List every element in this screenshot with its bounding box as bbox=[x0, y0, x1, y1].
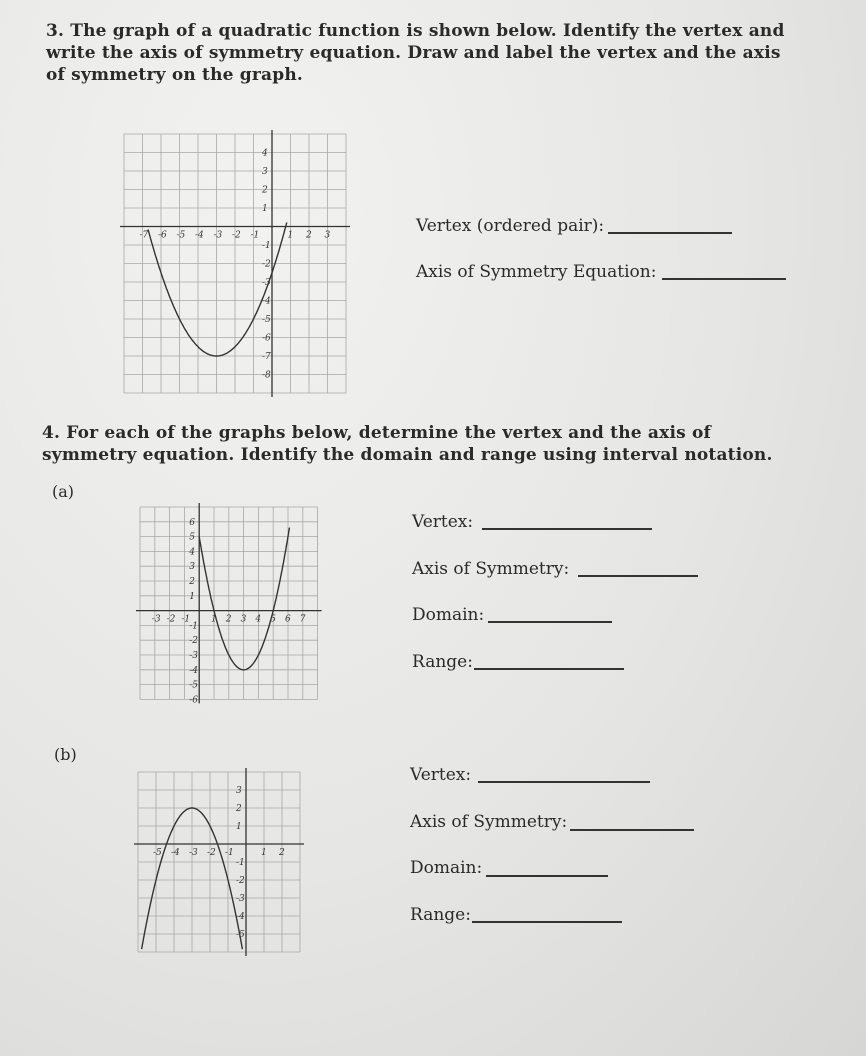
x-tick-label: -3 bbox=[213, 230, 223, 241]
p3-vertex-answer-line[interactable] bbox=[608, 232, 732, 234]
y-tick-label: -1 bbox=[262, 241, 271, 251]
a-vertex-label: Vertex: bbox=[412, 512, 474, 532]
x-tick-label: -4 bbox=[171, 848, 180, 858]
b-vertex-label: Vertex: bbox=[410, 765, 472, 785]
x-tick-label: 7 bbox=[299, 614, 306, 625]
y-tick-label: 4 bbox=[262, 148, 268, 159]
y-tick-label: -2 bbox=[189, 636, 198, 647]
a-domain-label: Domain: bbox=[412, 605, 485, 625]
x-tick-label: 4 bbox=[255, 614, 262, 625]
grid-lines bbox=[138, 772, 300, 952]
x-tick-label: -2 bbox=[207, 848, 216, 858]
b-domain-label: Domain: bbox=[410, 858, 483, 878]
graph-part-b bbox=[134, 768, 316, 960]
p3-axis-answer-line[interactable] bbox=[662, 278, 786, 280]
y-tick-label: -5 bbox=[236, 930, 245, 940]
problem-3-text: 3. The graph of a quadratic function is shown below. Identify the vertex and write the axis of symmetry equation. Draw and label the vertex and the axis of symmetry on the graph. bbox=[46, 21, 785, 85]
x-tick-label: -6 bbox=[158, 230, 167, 241]
grid-lines bbox=[140, 507, 318, 699]
x-tick-label: 6 bbox=[285, 614, 291, 625]
x-tick-label: 3 bbox=[240, 614, 247, 625]
y-tick-label: -6 bbox=[262, 333, 271, 344]
b-range-answer-line[interactable] bbox=[472, 921, 622, 923]
y-tick-label: -5 bbox=[262, 315, 271, 325]
y-tick-label: -2 bbox=[262, 259, 271, 270]
x-tick-label: 2 bbox=[225, 614, 232, 625]
y-tick-label: 1 bbox=[236, 822, 242, 832]
y-tick-label: -2 bbox=[236, 876, 245, 886]
x-tick-label: -7 bbox=[139, 230, 149, 241]
x-tick-label: -2 bbox=[166, 614, 176, 625]
part-b-label: (b) bbox=[54, 745, 77, 764]
y-tick-label: -1 bbox=[189, 621, 198, 632]
a-domain-answer-line[interactable] bbox=[488, 621, 612, 623]
y-tick-label: 4 bbox=[189, 547, 195, 558]
y-tick-label: 6 bbox=[189, 517, 195, 528]
x-tick-label: -1 bbox=[225, 848, 234, 858]
y-tick-label: 1 bbox=[262, 204, 268, 214]
x-tick-label: 3 bbox=[324, 230, 331, 241]
a-range-label: Range: bbox=[412, 652, 473, 672]
y-tick-label: 3 bbox=[236, 786, 242, 796]
x-tick-label: 1 bbox=[261, 848, 267, 858]
p3-axis-label: Axis of Symmetry Equation: bbox=[416, 262, 657, 282]
y-tick-label: 2 bbox=[189, 577, 195, 587]
y-tick-label: -6 bbox=[189, 695, 198, 706]
y-tick-label: -3 bbox=[262, 278, 271, 288]
problem-4-text: 4. For each of the graphs below, determine the vertex and the axis of symmetry equation. Identify the domain and range using interval notation. bbox=[42, 423, 773, 465]
graph-problem-3 bbox=[118, 128, 350, 390]
x-tick-label: -1 bbox=[250, 230, 260, 241]
y-tick-label: -3 bbox=[189, 651, 198, 661]
x-tick-label: 1 bbox=[287, 230, 294, 241]
x-tick-label: -2 bbox=[232, 230, 241, 241]
a-axis-label: Axis of Symmetry: bbox=[412, 559, 570, 579]
a-range-answer-line[interactable] bbox=[474, 668, 624, 670]
x-tick-label: -1 bbox=[181, 614, 191, 625]
y-tick-label: 2 bbox=[262, 185, 268, 196]
x-tick-label: 1 bbox=[211, 614, 217, 625]
b-axis-answer-line[interactable] bbox=[570, 829, 694, 831]
y-tick-label: 1 bbox=[189, 591, 195, 602]
y-tick-label: -4 bbox=[236, 912, 245, 922]
y-tick-label: -5 bbox=[189, 680, 198, 691]
y-tick-label: 3 bbox=[189, 562, 195, 573]
b-domain-answer-line[interactable] bbox=[486, 875, 608, 877]
x-tick-label: -5 bbox=[176, 230, 186, 241]
y-tick-label: -7 bbox=[262, 352, 271, 362]
p3-vertex-label: Vertex (ordered pair): bbox=[416, 216, 605, 236]
y-tick-label: -1 bbox=[236, 858, 245, 868]
x-tick-label: -5 bbox=[153, 848, 162, 858]
x-tick-label: -3 bbox=[189, 848, 198, 858]
x-tick-label: -3 bbox=[151, 614, 161, 625]
part-a-label: (a) bbox=[52, 482, 75, 501]
y-tick-label: -4 bbox=[262, 296, 271, 307]
graph-part-a bbox=[136, 503, 318, 718]
a-axis-answer-line[interactable] bbox=[578, 575, 698, 577]
a-vertex-answer-line[interactable] bbox=[482, 528, 652, 530]
y-tick-label: -4 bbox=[189, 665, 198, 676]
b-vertex-answer-line[interactable] bbox=[478, 781, 650, 783]
parabola-curve bbox=[199, 528, 289, 670]
b-range-label: Range: bbox=[410, 905, 471, 925]
x-tick-label: 2 bbox=[306, 230, 312, 241]
y-tick-label: -3 bbox=[236, 894, 245, 904]
x-tick-label: 5 bbox=[270, 614, 276, 625]
x-tick-label: -4 bbox=[195, 230, 204, 241]
y-tick-label: 2 bbox=[236, 804, 242, 814]
y-tick-label: 5 bbox=[189, 532, 195, 543]
b-axis-label: Axis of Symmetry: bbox=[410, 812, 568, 832]
y-tick-label: -8 bbox=[262, 370, 271, 381]
y-tick-label: 3 bbox=[262, 167, 268, 177]
x-tick-label: 2 bbox=[279, 848, 285, 858]
